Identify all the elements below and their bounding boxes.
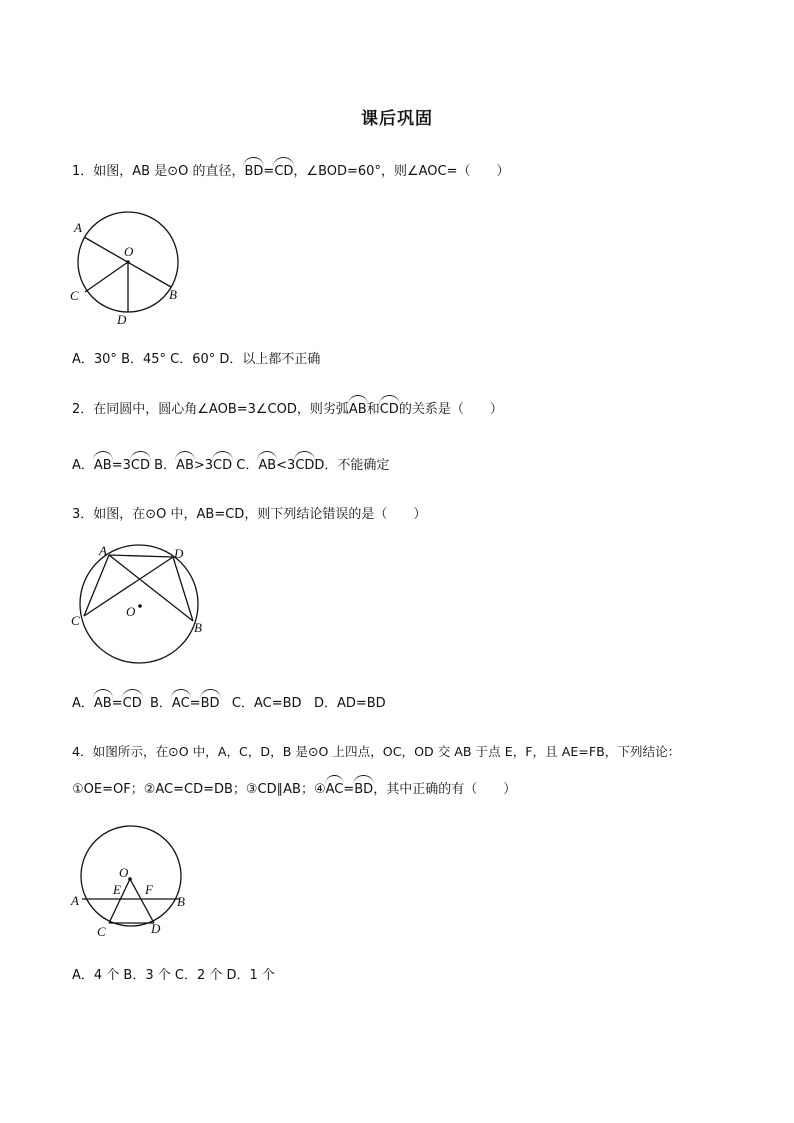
q3-figure xyxy=(68,544,213,668)
q3-label-a: A xyxy=(99,543,107,558)
q2-option-a-label: A． xyxy=(72,458,94,473)
q1-label-c: C xyxy=(70,288,79,303)
q2-option-b-relation: >3 xyxy=(193,458,214,473)
q3-option-a-arc-cd: CD xyxy=(123,694,142,714)
q1-arc-bd: BD xyxy=(244,162,263,182)
q4-label-d: D xyxy=(151,921,161,936)
q1-arc-cd: CD xyxy=(274,162,293,182)
q1-label-o: O xyxy=(124,244,134,259)
q4-arc-bd: BD xyxy=(354,780,373,800)
q2-option-d: D．不能确定 xyxy=(314,458,390,473)
q4-figure xyxy=(68,826,200,942)
q3-option-b-arc-bd: BD xyxy=(201,694,220,714)
q3-option-a-eq: = xyxy=(111,696,123,711)
q2-option-c-relation: <3 xyxy=(276,458,296,473)
q4-label-c: C xyxy=(97,924,106,939)
q2-suffix: 的关系是（ ） xyxy=(398,402,503,417)
q2-option-a-arc-cd: CD xyxy=(131,456,150,476)
q3-stem: 3．如图，在⊙O 中，AB=CD，则下列结论错误的是（ ） xyxy=(72,507,427,522)
q3-option-c: C．AC=BD xyxy=(231,696,302,711)
q4-label-f: F xyxy=(145,882,153,897)
q4-stem: 4．如图所示，在⊙O 中，A，C，D，B 是⊙O 上四点，OC，OD 交 AB 于点 E，F，且 AE=FB，下列结论： xyxy=(72,744,681,759)
q4-label-b: B xyxy=(177,894,185,909)
q4-label-a: A xyxy=(71,893,79,908)
q3-option-a-label: A． xyxy=(72,696,94,711)
q3-label-o: O xyxy=(126,604,136,619)
q3-option-b-label: B． xyxy=(149,696,172,711)
q1-stem xyxy=(72,162,509,182)
q2-option-b-label: B． xyxy=(154,458,177,473)
q4-eq: = xyxy=(343,782,355,797)
q1-figure xyxy=(68,210,198,328)
q2-option-b-arc-ab: AB xyxy=(176,456,194,476)
q3-options xyxy=(72,694,386,714)
q2-option-c-label: C． xyxy=(236,458,259,473)
q3-option-b-eq: = xyxy=(189,696,201,711)
q3-label-c: C xyxy=(71,613,80,628)
page-title: 课后巩固 xyxy=(361,109,433,129)
q2-arc-cd: CD xyxy=(380,400,399,420)
q1-label-a: A xyxy=(74,220,82,235)
q2-option-b-arc-cd: CD xyxy=(213,456,232,476)
q3-option-d: D．AD=BD xyxy=(313,696,386,711)
q1-label-d: D xyxy=(117,312,127,327)
q2-stem xyxy=(72,400,503,420)
q1-label-b: B xyxy=(169,287,177,302)
q2-option-a-arc-ab: AB xyxy=(94,456,112,476)
q3-option-b-arc-ac: AC xyxy=(172,694,190,714)
q4-label-e: E xyxy=(113,882,121,897)
q4-line2-pre: ①OE=OF；②AC=CD=DB；③CD∥AB；④ xyxy=(72,782,326,797)
q1-options: A．30° B．45° C．60° D．以上都不正确 xyxy=(72,352,321,367)
q2-prefix: 2．在同圆中，圆心角∠AOB=3∠COD，则劣弧 xyxy=(72,402,349,417)
q2-option-c-arc-cd: CD xyxy=(295,456,314,476)
q1-suffix: ，∠BOD=60°，则∠AOC=（ ） xyxy=(293,164,510,179)
q2-arc-ab: AB xyxy=(349,400,367,420)
q4-arc-ac: AC xyxy=(326,780,344,800)
q2-options xyxy=(72,456,389,476)
q3-option-a-arc-ab: AB xyxy=(94,694,112,714)
q4-conclusions xyxy=(72,780,516,800)
q1-prefix: 1．如图，AB 是⊙O 的直径， xyxy=(72,164,245,179)
q4-options: A．4 个 B．3 个 C．2 个 D．1 个 xyxy=(72,968,275,983)
q4-label-o: O xyxy=(119,865,129,880)
q3-label-b: B xyxy=(194,620,202,635)
q4-line2-post: ，其中正确的有（ ） xyxy=(373,782,517,797)
q2-mid: 和 xyxy=(366,402,380,417)
q2-option-c-arc-ab: AB xyxy=(258,456,276,476)
q3-label-d: D xyxy=(174,546,184,561)
q2-option-a-relation: =3 xyxy=(111,458,131,473)
q1-eq: = xyxy=(263,164,275,179)
